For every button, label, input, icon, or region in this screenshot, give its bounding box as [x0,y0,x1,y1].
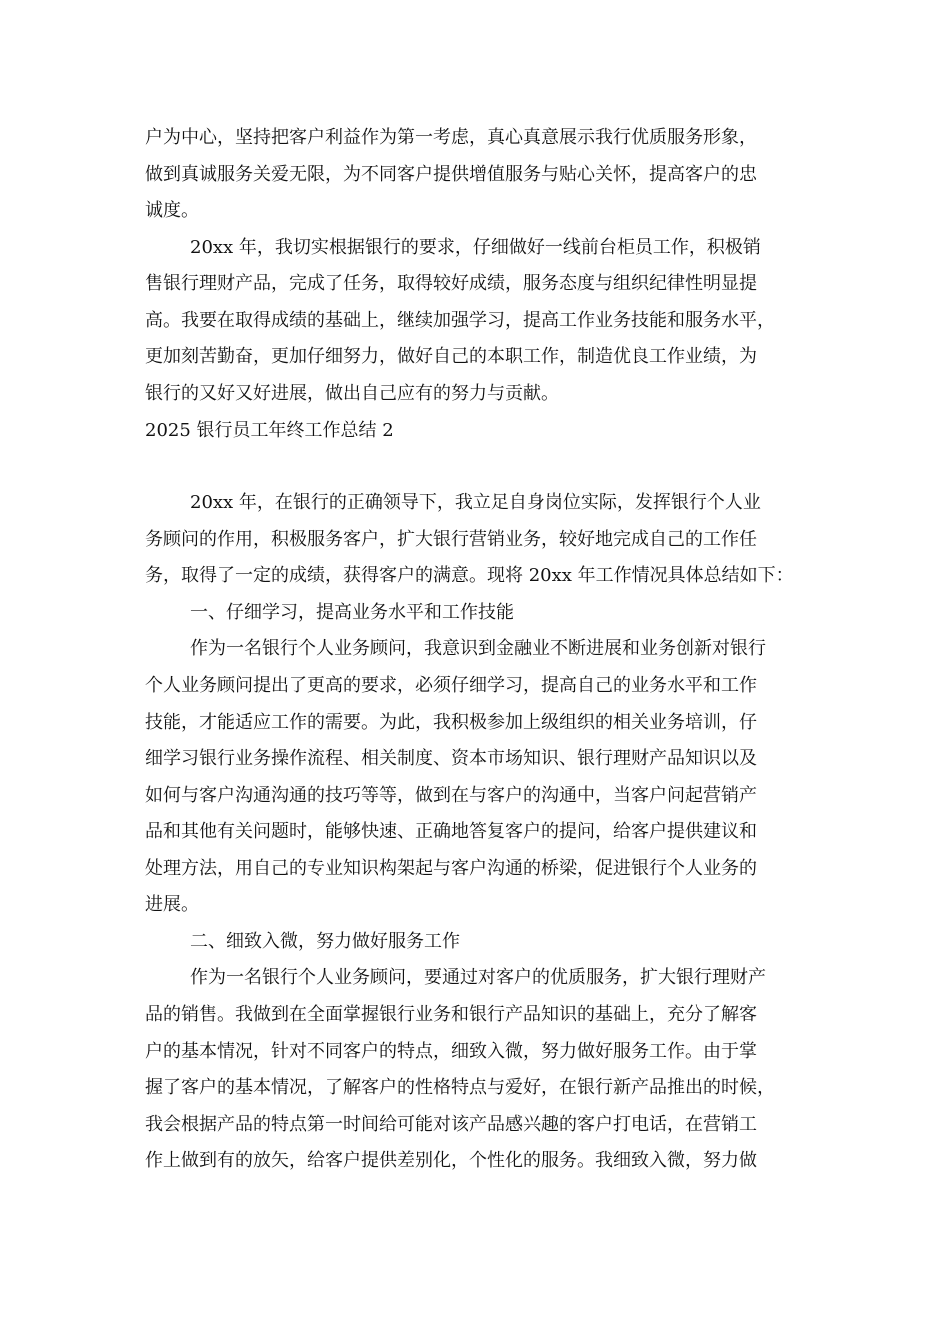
text-line: 户的基本情况，针对不同客户的特点，细致入微，努力做好服务工作。由于掌 [145,1041,757,1062]
text-line: 诚度。 [145,200,199,221]
text-line: 做到真诚服务关爱无限，为不同客户提供增值服务与贴心关怀，提高客户的忠 [145,164,757,185]
text-line: 品和其他有关问题时，能够快速、正确地答复客户的提问，给客户提供建议和 [145,821,757,842]
text-line: 细学习银行业务操作流程、相关制度、资本市场知识、银行理财产品知识以及 [145,748,757,769]
text-line: 如何与客户沟通沟通的技巧等等，做到在与客户的沟通中，当客户问起营销产 [145,785,757,806]
paragraph-first-line: 作为一名银行个人业务顾问，要通过对客户的优质服务，扩大银行理财产 [190,967,766,988]
section-title: 2025 银行员工年终工作总结 2 [145,420,394,441]
text-line: 银行的又好又好进展，做出自己应有的努力与贡献。 [145,383,559,404]
paragraph-first-line: 作为一名银行个人业务顾问，我意识到金融业不断进展和业务创新对银行 [190,638,766,659]
text-line: 更加刻苦勤奋，更加仔细努力，做好自己的本职工作，制造优良工作业绩，为 [145,346,757,367]
text-line: 售银行理财产品，完成了任务，取得较好成绩，服务态度与组织纪律性明显提 [145,273,757,294]
text-line: 技能，才能适应工作的需要。为此，我积极参加上级组织的相关业务培训，仔 [145,712,757,733]
text-line: 务顾问的作用，积极服务客户，扩大银行营销业务，较好地完成自己的工作任 [145,529,757,550]
text-line: 我会根据产品的特点第一时间给可能对该产品感兴趣的客户打电话，在营销工 [145,1114,757,1135]
paragraph-first-line: 20xx 年，在银行的正确领导下，我立足自身岗位实际，发挥银行个人业 [190,492,761,513]
text-line: 处理方法，用自己的专业知识构架起与客户沟通的桥梁，促进银行个人业务的 [145,858,757,879]
subheading-2: 二、细致入微，努力做好服务工作 [190,931,460,952]
subheading-1: 一、仔细学习，提高业务水平和工作技能 [190,602,514,623]
text-line: 高。我要在取得成绩的基础上，继续加强学习，提高工作业务技能和服务水平， [145,310,775,331]
text-line: 进展。 [145,894,199,915]
text-line: 户为中心，坚持把客户利益作为第一考虑，真心真意展示我行优质服务形象， [145,127,757,148]
text-line: 品的销售。我做到在全面掌握银行业务和银行产品知识的基础上，充分了解客 [145,1004,757,1025]
text-line: 个人业务顾问提出了更高的要求，必须仔细学习，提高自己的业务水平和工作 [145,675,757,696]
paragraph-first-line: 20xx 年，我切实根据银行的要求，仔细做好一线前台柜员工作，积极销 [190,237,761,258]
text-line: 握了客户的基本情况，了解客户的性格特点与爱好，在银行新产品推出的时候， [145,1077,775,1098]
text-line: 作上做到有的放矢，给客户提供差别化，个性化的服务。我细致入微，努力做 [145,1150,757,1171]
text-line: 务，取得了一定的成绩，获得客户的满意。现将 20xx 年工作情况具体总结如下： [145,565,794,586]
